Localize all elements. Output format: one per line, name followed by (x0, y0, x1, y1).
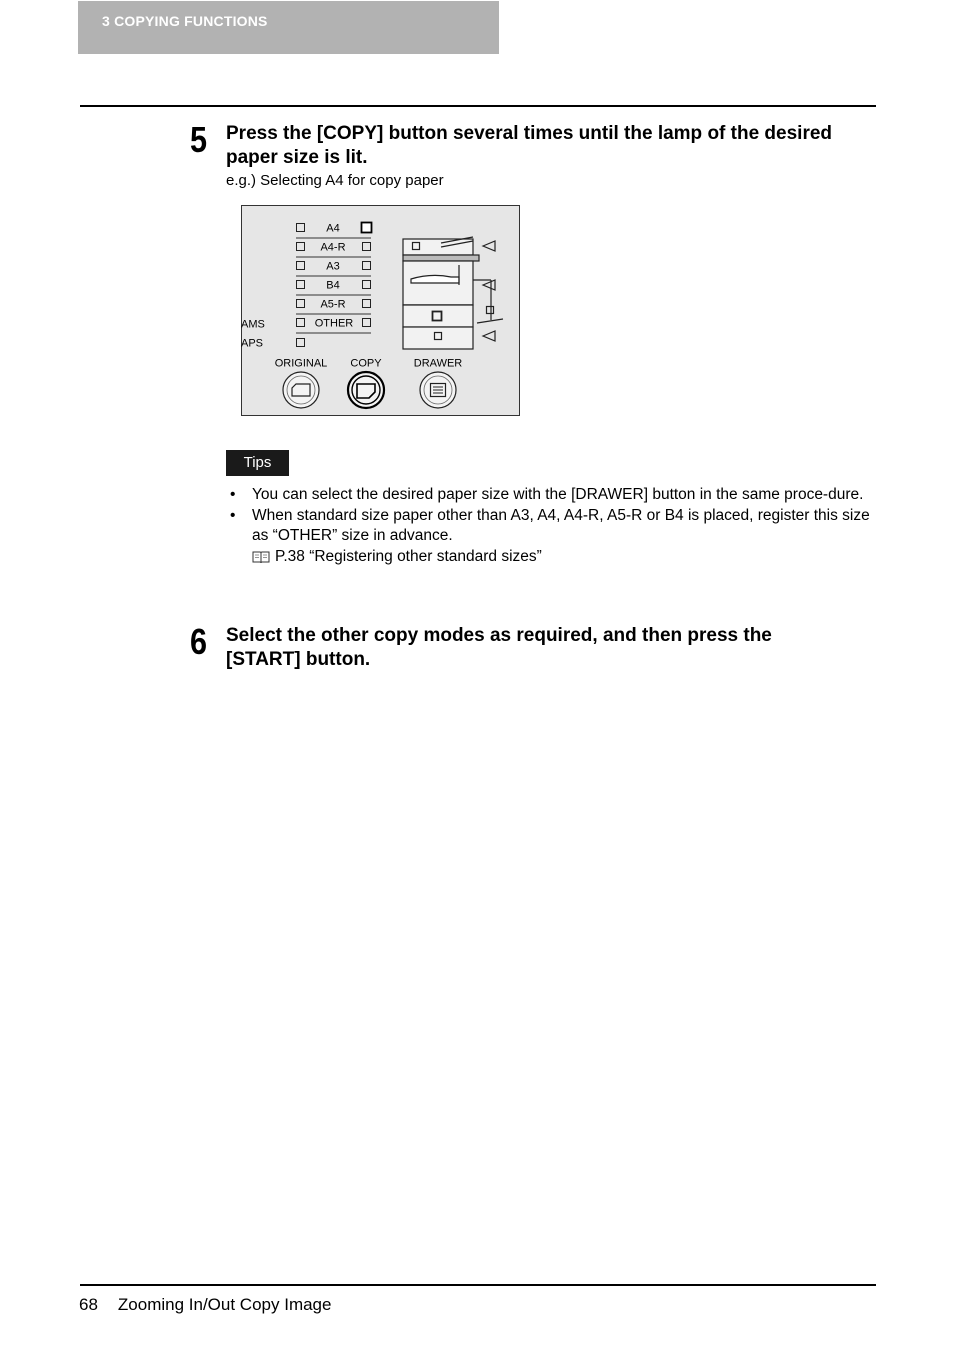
footer-rule (80, 1284, 876, 1286)
step-5-example: e.g.) Selecting A4 for copy paper (226, 172, 444, 189)
original-button-label: ORIGINAL (274, 357, 328, 370)
aps-label: APS (241, 337, 264, 350)
size-label-a3: A3 (326, 260, 340, 273)
size-label-other: OTHER (314, 317, 354, 330)
tip-item (226, 485, 876, 505)
lit-lamp-icon (362, 223, 372, 233)
tips-list (226, 485, 876, 567)
original-button-icon (283, 372, 319, 408)
copy-button-icon (348, 372, 384, 408)
size-label-a4r: A4-R (320, 241, 346, 254)
drawer-button-label: DRAWER (413, 357, 463, 370)
tip-text: You can select the desired paper size with the [DRAWER] button in the same proce-dure. (252, 486, 864, 503)
step-5-number: 5 (190, 119, 208, 160)
page-number: 68 (79, 1295, 98, 1314)
reference-text: P.38 “Registering other standard sizes” (275, 548, 542, 565)
ams-label: AMS (241, 318, 265, 331)
size-label-a5r: A5-R (320, 298, 346, 311)
footer (79, 1295, 331, 1315)
step-5-title: Press the [COPY] button several times until the lamp of the desired paper size is lit. (226, 123, 833, 168)
chapter-label: 3 COPYING FUNCTIONS (102, 13, 268, 29)
tips-badge: Tips (226, 450, 289, 476)
header-rule (80, 105, 876, 107)
control-panel-illustration (241, 205, 520, 416)
bullet: • (230, 507, 236, 524)
copy-button-label: COPY (350, 357, 382, 370)
tip-item (226, 506, 876, 546)
chapter-tab (78, 1, 499, 54)
book-icon (252, 550, 270, 564)
drawer-button-icon (420, 372, 456, 408)
footer-title: Zooming In/Out Copy Image (117, 1295, 332, 1314)
cross-reference[interactable] (226, 547, 876, 567)
bullet: • (230, 486, 236, 503)
step-6-title: Select the other copy modes as required, and then press the [START] button. (226, 625, 772, 670)
size-label-b4: B4 (326, 279, 340, 292)
size-label-a4: A4 (326, 222, 340, 235)
tip-text: When standard size paper other than A3, A4, A4-R, A5-R or B4 is placed, register this size as “OTHER” size in advance. (252, 507, 870, 544)
step-6-number: 6 (190, 621, 208, 662)
